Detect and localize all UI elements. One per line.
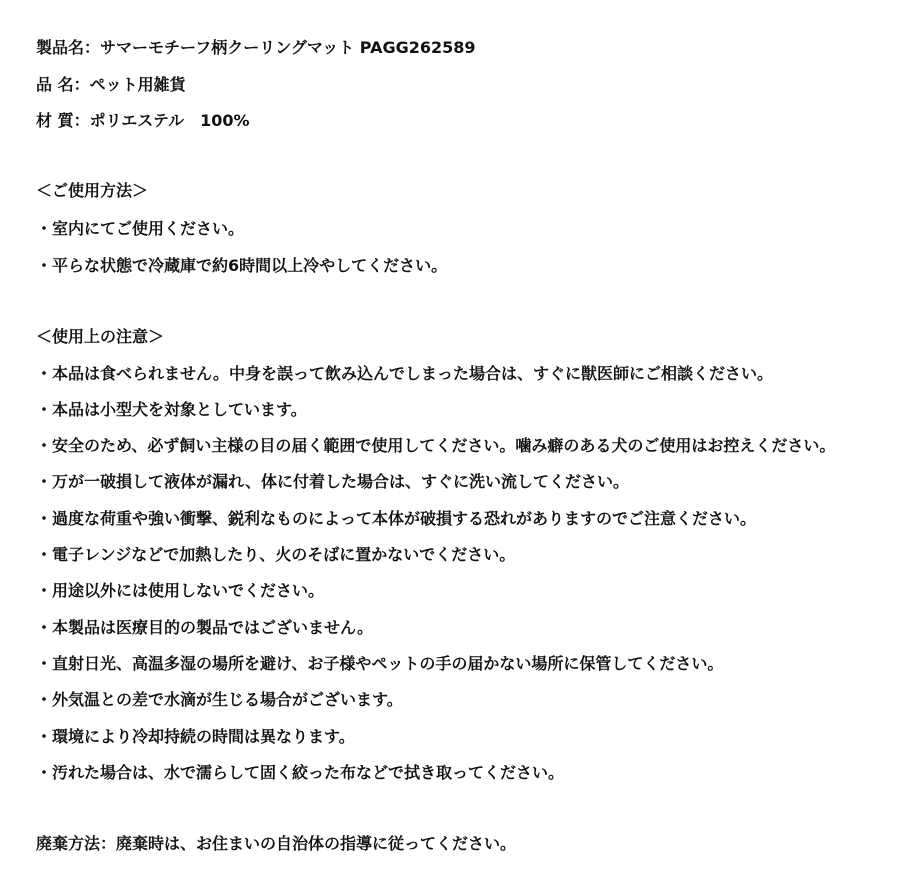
caution-item: ・用途以外には使用しないでください。: [36, 581, 325, 600]
caution-item: ・電子レンジなどで加熱したり、火のそばに置かないでください。: [36, 545, 516, 564]
caution-item: ・外気温との差で水滴が生じる場合がございます。: [36, 690, 403, 709]
product-category-line: 品 名：ペット用雑貨: [36, 75, 186, 94]
usage-item: ・平らな状態で冷蔵庫で約6時間以上冷やしてください。: [36, 256, 448, 275]
usage-heading: ＜ご使用方法＞: [36, 181, 149, 200]
caution-item: ・本製品は医療目的の製品ではございません。: [36, 618, 373, 637]
caution-item: ・環境により冷却持続の時間は異なります。: [36, 727, 355, 746]
disposal-line: 廃棄方法：廃棄時は、お住まいの自治体の指導に従ってください。: [36, 834, 517, 853]
caution-item: ・本品は食べられません。中身を誤って飲み込んでしまった場合は、すぐに獣医師にご相談ください。: [36, 364, 773, 383]
caution-item: ・直射日光、高温多湿の場所を避け、お子様やペットの手の届かない場所に保管してください。: [36, 654, 724, 673]
caution-item: ・汚れた場合は、水で濡らして固く絞った布などで拭き取ってください。: [36, 763, 565, 782]
caution-item: ・過度な荷重や強い衝撃、鋭利なものによって本体が破損する恐れがありますのでご注意ください。: [36, 509, 757, 528]
usage-item: ・室内にてご使用ください。: [36, 219, 245, 238]
product-name-line: 製品名：サマーモチーフ柄クーリングマット PAGG262589: [36, 38, 476, 57]
caution-item: ・安全のため、必ず飼い主様の目の届く範囲で使用してください。噛み癖のある犬のご使用はお控えください。: [36, 436, 836, 455]
caution-item: ・万が一破損して液体が漏れ、体に付着した場合は、すぐに洗い流してください。: [36, 472, 629, 491]
product-material-line: 材 質：ポリエステル 100%: [36, 111, 250, 130]
cautions-heading: ＜使用上の注意＞: [36, 327, 165, 346]
caution-item: ・本品は小型犬を対象としています。: [36, 400, 307, 419]
